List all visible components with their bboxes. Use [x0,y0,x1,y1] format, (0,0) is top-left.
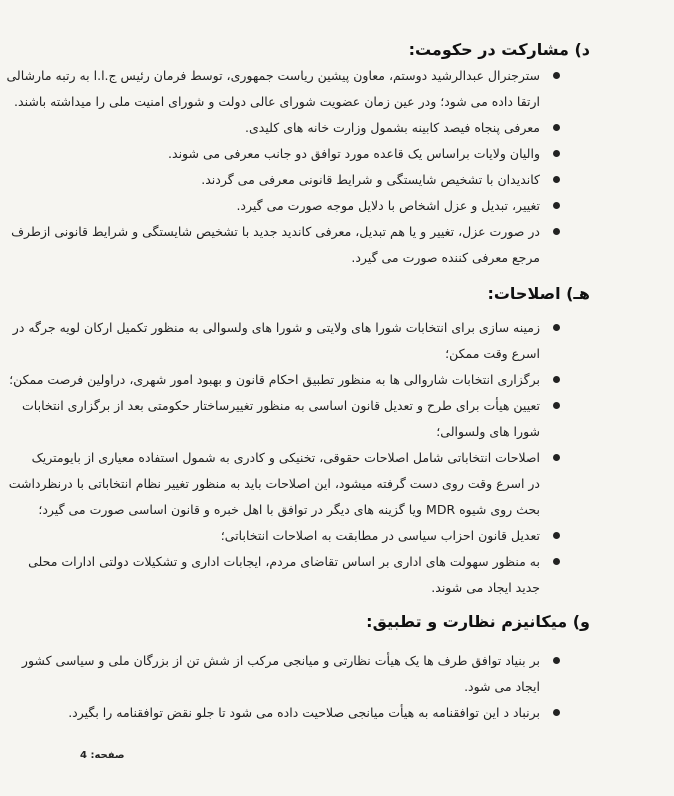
list-item-line: مرجع معرفی کننده صورت می گیرد. [351,250,540,265]
list-item [92,167,562,193]
list-item [92,193,562,219]
list-item-line: اسرع وقت ممکن؛ [445,346,540,361]
list-item-line: بحث روی شیوه MDR ویا گزینه های دیگر در توافق با اهل خبره و قانون اساسی صورت می گیرد؛ [38,502,540,517]
bullet-icon [553,228,560,235]
section-heading-oversight: و) میکانیزم نظارت و تطبیق: [366,612,590,631]
bullet-icon [553,72,560,79]
list-item [21,648,562,700]
bullet-icon [553,657,560,664]
list-item-line: بر بنیاد توافق طرف ها یک هیأت نظارتی و میانجی مرکب از شش تن از بزرگان ملی و سیاسی کشور [21,653,540,668]
list-item-line: تعدیل قانون احزاب سیاسی در مطابقت به اصلاحات انتخاباتی؛ [220,528,540,543]
list-item-line: به منظور سهولت های اداری بر اساس تقاضای مردم، ایجابات اداری و تشکیلات دولتی ادارات محلی [28,554,540,569]
list-item [9,367,562,393]
participation-list [6,63,562,271]
list-item-line: ایجاد می شود. [464,679,540,694]
bullet-icon [553,124,560,131]
reforms-list [8,315,562,601]
list-item [8,445,562,523]
bullet-icon [553,176,560,183]
bullet-icon [553,558,560,565]
list-item-line: زمینه سازی برای انتخابات شورا های ولایتی و شورا های ولسوالی به منظور تکمیل ارکان لویه جرگه در [12,320,540,335]
list-item-line: برنباد د این توافقنامه به هیأت میانجی صلاحیت داده می شود تا جلو نقض توافقنامه را بگیرد. [68,705,540,720]
list-item [28,549,562,601]
list-item [92,523,562,549]
list-item-line: تعیین هیأت برای طرح و تعدیل قانون اساسی به منظور تغییرساختار حکومتی بعد از برگزاری انتخابات [22,398,540,413]
list-item-line: والیان ولایات براساس یک قاعده مورد توافق دو جانب معرفی می شوند. [168,146,540,161]
list-item [6,63,562,115]
bullet-icon [553,402,560,409]
list-item-line: در اسرع وقت روی دست گرفته میشود، این اصلاحات باید به منظور تغییر نظام انتخاباتی با درنظرداشت [8,476,540,491]
list-item [11,219,562,271]
bullet-icon [553,150,560,157]
list-item-line: سترجنرال عبدالرشید دوستم، معاون پیشین ریاست جمهوری، توسط فرمان رئیس ج.ا.ا به رتبه مارشالی [6,68,540,83]
section-heading-reforms: هـ) اصلاحات: [487,284,590,303]
list-item [22,393,562,445]
bullet-icon [553,376,560,383]
list-item [12,315,562,367]
list-item-line: شورا های ولسوالی؛ [436,424,540,439]
bullet-icon [553,709,560,716]
list-item-line: کاندیدان با تشخیص شایستگی و شرایط قانونی معرفی می گردند. [201,172,540,187]
bullet-icon [553,532,560,539]
list-item-line: ارتقا داده می شود؛ ودر عین زمان عضویت شورای عالی دولت و شورای امنیت ملی را میداشته باشند. [14,94,540,109]
bullet-icon [553,454,560,461]
list-item [92,141,562,167]
oversight-list [21,648,562,726]
list-item-line: تغییر، تبدیل و عزل اشخاص با دلایل موجه صورت می گیرد. [236,198,540,213]
list-item-line: اصلاحات انتخاباتی شامل اصلاحات حقوقی، تخنیکی و کادری به شمول استفاده معیاری از بایومتریک [31,450,540,465]
list-item-line: جدید ایجاد می شوند. [431,580,540,595]
list-item-line: معرفی پنجاه فیصد کابینه بشمول وزارت خانه های کلیدی. [245,120,540,135]
list-item-line: برگزاری انتخابات شاروالی ها به منظور تطبیق احکام قانون و بهبود امور شهری، دراولین فرصت ممکن؛ [9,372,540,387]
list-item [68,700,562,726]
page-number: صفحه: 4 [80,750,125,761]
bullet-icon [553,324,560,331]
list-item [92,115,562,141]
list-item-line: در صورت عزل، تغییر و یا هم تبدیل، معرفی کاندید جدید با تشخیص شایستگی و شرایط قانونی ازطرف [11,224,540,239]
section-heading-participation: د) مشارکت در حکومت: [408,40,590,59]
bullet-icon [553,202,560,209]
